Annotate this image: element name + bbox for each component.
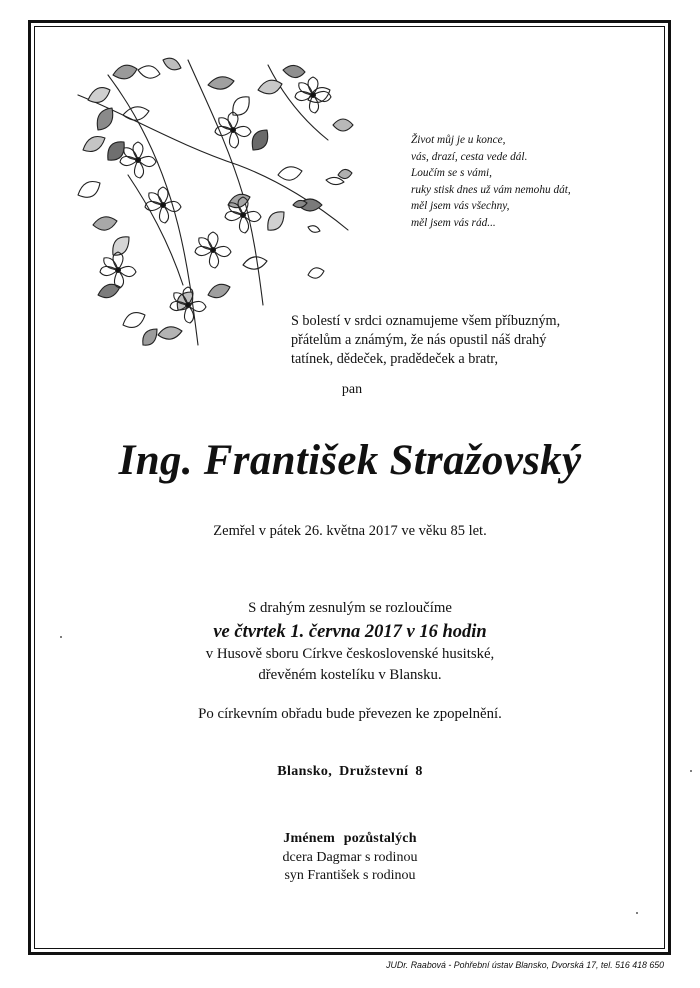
funeral-place-detail: dřevěném kostelíku v Blansku. (258, 667, 442, 683)
floral-illustration (68, 55, 358, 355)
funeral-intro: S drahým zesnulým se rozloučíme (248, 600, 452, 616)
mourner-line: syn František s rodinou (284, 868, 416, 883)
funeral-place: v Husově sboru Církve československé husitské, (205, 645, 495, 662)
poem-line: ruky stisk dnes už vám nemohu dát, (411, 183, 571, 196)
poem-line: měl jsem vás všechny, (411, 200, 510, 213)
intro-line: S bolestí v srdci oznamujeme všem příbuzným, (291, 313, 561, 329)
poem-line: vás, drazí, cesta vede dál. (411, 150, 528, 163)
mourners-heading: Jménem pozůstalých (283, 831, 417, 846)
salutation: pan (341, 382, 363, 397)
intro-line: tatínek, dědeček, pradědeček a bratr, (291, 351, 498, 368)
funeral-home-footer: JUDr. Raabová - Pohřební ústav Blansko, Dvorská 17, tel. 516 418 650 (386, 960, 664, 970)
mourner-line: dcera Dagmar s rodinou (282, 849, 418, 865)
scan-speck (60, 636, 62, 638)
scan-speck (636, 912, 638, 914)
poem-line: měl jsem vás rád... (411, 216, 496, 229)
poem-line: Loučím se s vámi, (411, 167, 492, 180)
cremation-note: Po církevním obřadu bude převezen ke zpopelnění. (198, 706, 502, 722)
address: Blansko, Družstevní 8 (277, 764, 423, 779)
scan-speck (690, 770, 692, 772)
deceased-name: Ing. František Stražovský (118, 437, 582, 484)
announcement-intro (291, 312, 560, 370)
poem (411, 132, 571, 232)
funeral-info (0, 598, 700, 687)
death-notice: Zemřel v pátek 26. května 2017 ve věku 85 let. (213, 523, 487, 539)
poem-line: Život můj je u konce, (411, 134, 506, 146)
intro-line: přátelům a známým, že nás opustil náš drahý (291, 332, 547, 349)
funeral-datetime: ve čtvrtek 1. června 2017 v 16 hodin (213, 621, 487, 642)
mourners (0, 830, 700, 886)
